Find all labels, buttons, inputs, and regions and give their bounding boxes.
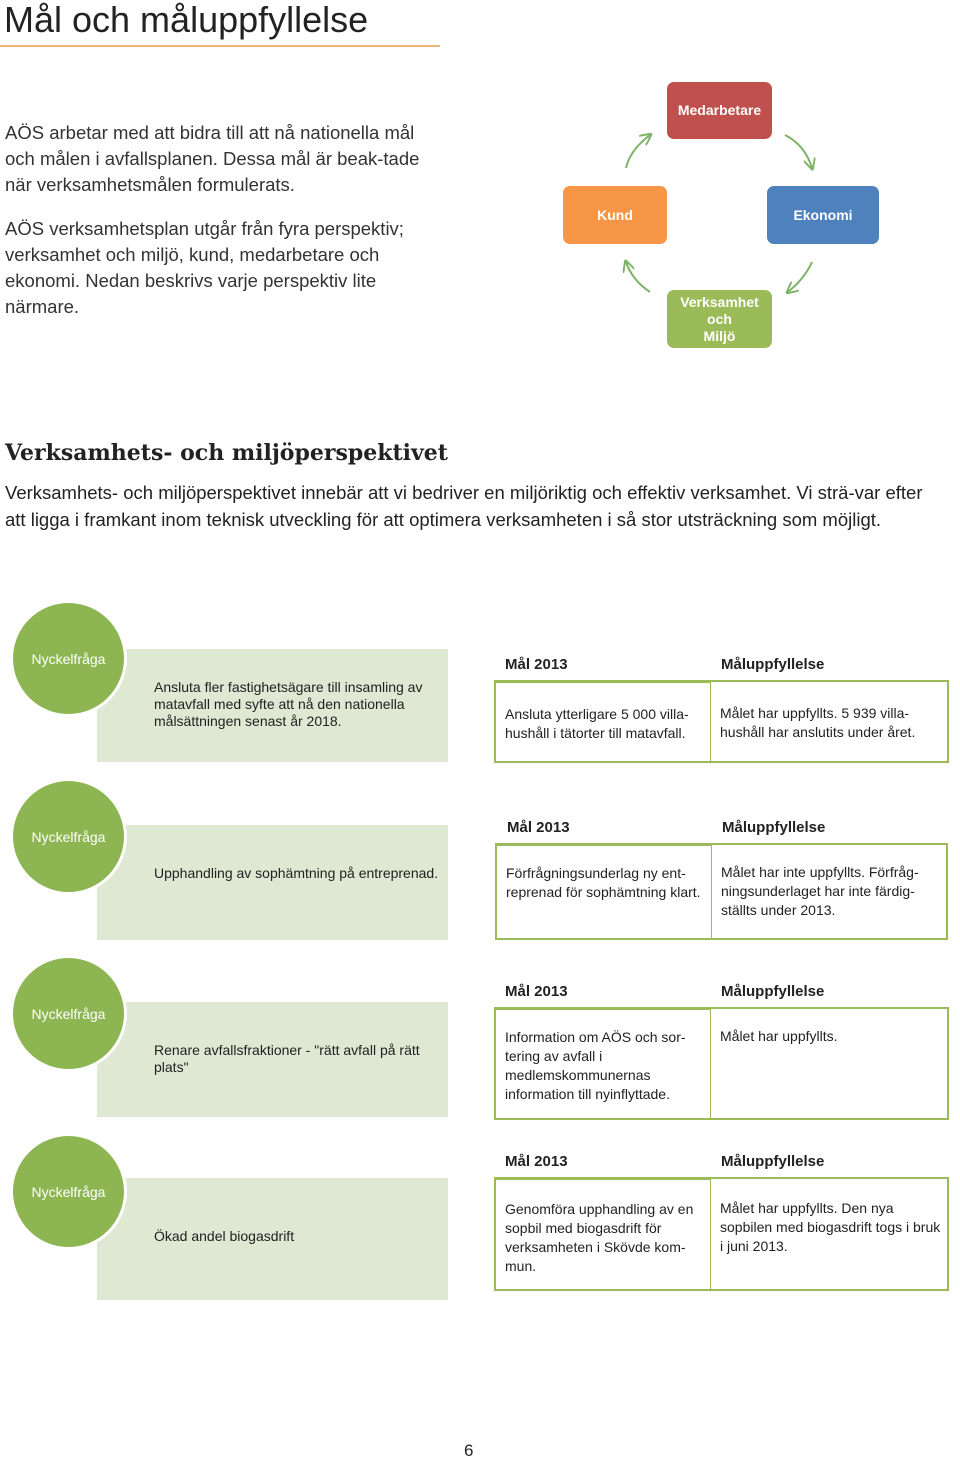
perspective-verksamhet <box>667 290 772 348</box>
key-question-badge-label: Nyckelfråga <box>31 650 106 667</box>
key-question-badge <box>10 1133 127 1250</box>
goal-text-box <box>494 1007 712 1120</box>
key-question-badge-label: Nyckelfråga <box>31 828 106 845</box>
goal-text: Ansluta ytterligare 5 000 villa-hushåll i tätorter till matavfall. <box>505 706 689 741</box>
title-underline <box>0 45 440 47</box>
goal-text-box <box>494 680 712 763</box>
intro-paragraph-2: AÖS verksamhetsplan utgår från fyra perspektiv; verksamhet och miljö, kund, medarbetare och ekonomi. Nedan beskrivs varje perspektiv lite närmare. <box>5 218 404 317</box>
goal-row-3 <box>0 955 960 1125</box>
goal-row-2 <box>0 778 960 948</box>
key-question-box <box>97 823 448 940</box>
perspective-kund <box>563 186 667 244</box>
key-question-text: Ansluta fler fastighetsägare till insamling av matavfall med syfte att nå den nationella målsättningen senast år 2018. <box>154 679 423 729</box>
page-number: 6 <box>464 1441 474 1460</box>
intro-paragraph-1: AÖS arbetar med att bidra till att nå nationella mål och målen i avfallsplanen. Dessa mål är beak-tade när verksamhetsmålen formulerats. <box>5 122 420 195</box>
goal-row-4 <box>0 1133 960 1303</box>
fulfilment-text: Målet har uppfyllts. Den nya sopbilen med biogasdrift togs i bruk i juni 2013. <box>720 1200 941 1254</box>
key-question-text: Upphandling av sophämtning på entreprenad. <box>154 865 439 881</box>
page-title: Mål och måluppfyllelse <box>4 0 369 40</box>
fulfilment-text: Målet har inte uppfyllts. Förfråg-ningsunderlaget har inte färdig-ställts under 2013. <box>721 864 919 918</box>
goal-text-box <box>494 1177 712 1291</box>
section-text: Verksamhets- och miljöperspektivet innebär att vi bedriver en miljöriktig och effektiv verksamhet. Vi strä-var efter att ligga i framkant inom teknisk utveckling för att optimera verksamheten i så stor utsträckning som möjligt. <box>5 482 923 530</box>
fulfilment-header: Måluppfyllelse <box>721 656 825 673</box>
fulfilment-text-box <box>711 680 949 763</box>
goal-header: Mål 2013 <box>505 1153 568 1170</box>
key-question-badge-label: Nyckelfråga <box>31 1183 106 1200</box>
fulfilment-text: Målet har uppfyllts. <box>720 1028 838 1044</box>
fulfilment-header: Måluppfyllelse <box>721 983 825 1000</box>
goal-text: Genomföra upphandling av en sopbil med biogasdrift för verksamheten i Skövde kom-mun. <box>505 1201 694 1274</box>
perspective-ekonomi <box>767 186 879 244</box>
fulfilment-text-box <box>712 843 948 940</box>
perspective-kund-label: Kund <box>597 206 633 223</box>
fulfilment-text: Målet har uppfyllts. 5 939 villa-hushåll har anslutits under året. <box>720 705 916 740</box>
key-question-box <box>97 1176 448 1300</box>
goal-header: Mål 2013 <box>505 656 568 673</box>
perspective-verksamhet-label: Verksamhet och Miljö <box>680 293 759 344</box>
fulfilment-text-box <box>711 1007 949 1120</box>
perspective-medarbetare-label: Medarbetare <box>677 102 762 118</box>
goal-text: Information om AÖS och sor-tering av avfall i medlemskommunernas information till nyinflyttade. <box>505 1029 686 1102</box>
perspective-ekonomi-label: Ekonomi <box>793 206 853 223</box>
key-question-text: Renare avfallsfraktioner - "rätt avfall på rätt plats" <box>154 1042 420 1075</box>
goal-header: Mål 2013 <box>507 819 570 836</box>
key-question-box <box>97 1000 448 1117</box>
key-question-badge <box>10 778 127 895</box>
goal-header: Mål 2013 <box>505 983 568 1000</box>
key-question-badge <box>10 955 127 1072</box>
section-heading: Verksamhets- och miljöperspektivet <box>5 440 448 466</box>
key-question-text: Ökad andel biogasdrift <box>154 1228 295 1244</box>
fulfilment-header: Måluppfyllelse <box>722 819 826 836</box>
goal-text: Förfrågningsunderlag ny ent-reprenad för sophämtning klart. <box>506 865 701 900</box>
perspective-medarbetare <box>667 82 772 139</box>
key-question-box <box>97 647 448 762</box>
fulfilment-header: Måluppfyllelse <box>721 1153 825 1170</box>
goal-row-1 <box>0 600 960 770</box>
key-question-badge-label: Nyckelfråga <box>31 1005 106 1022</box>
key-question-badge <box>10 600 127 717</box>
fulfilment-text-box <box>711 1177 949 1291</box>
goal-text-box <box>495 843 713 940</box>
